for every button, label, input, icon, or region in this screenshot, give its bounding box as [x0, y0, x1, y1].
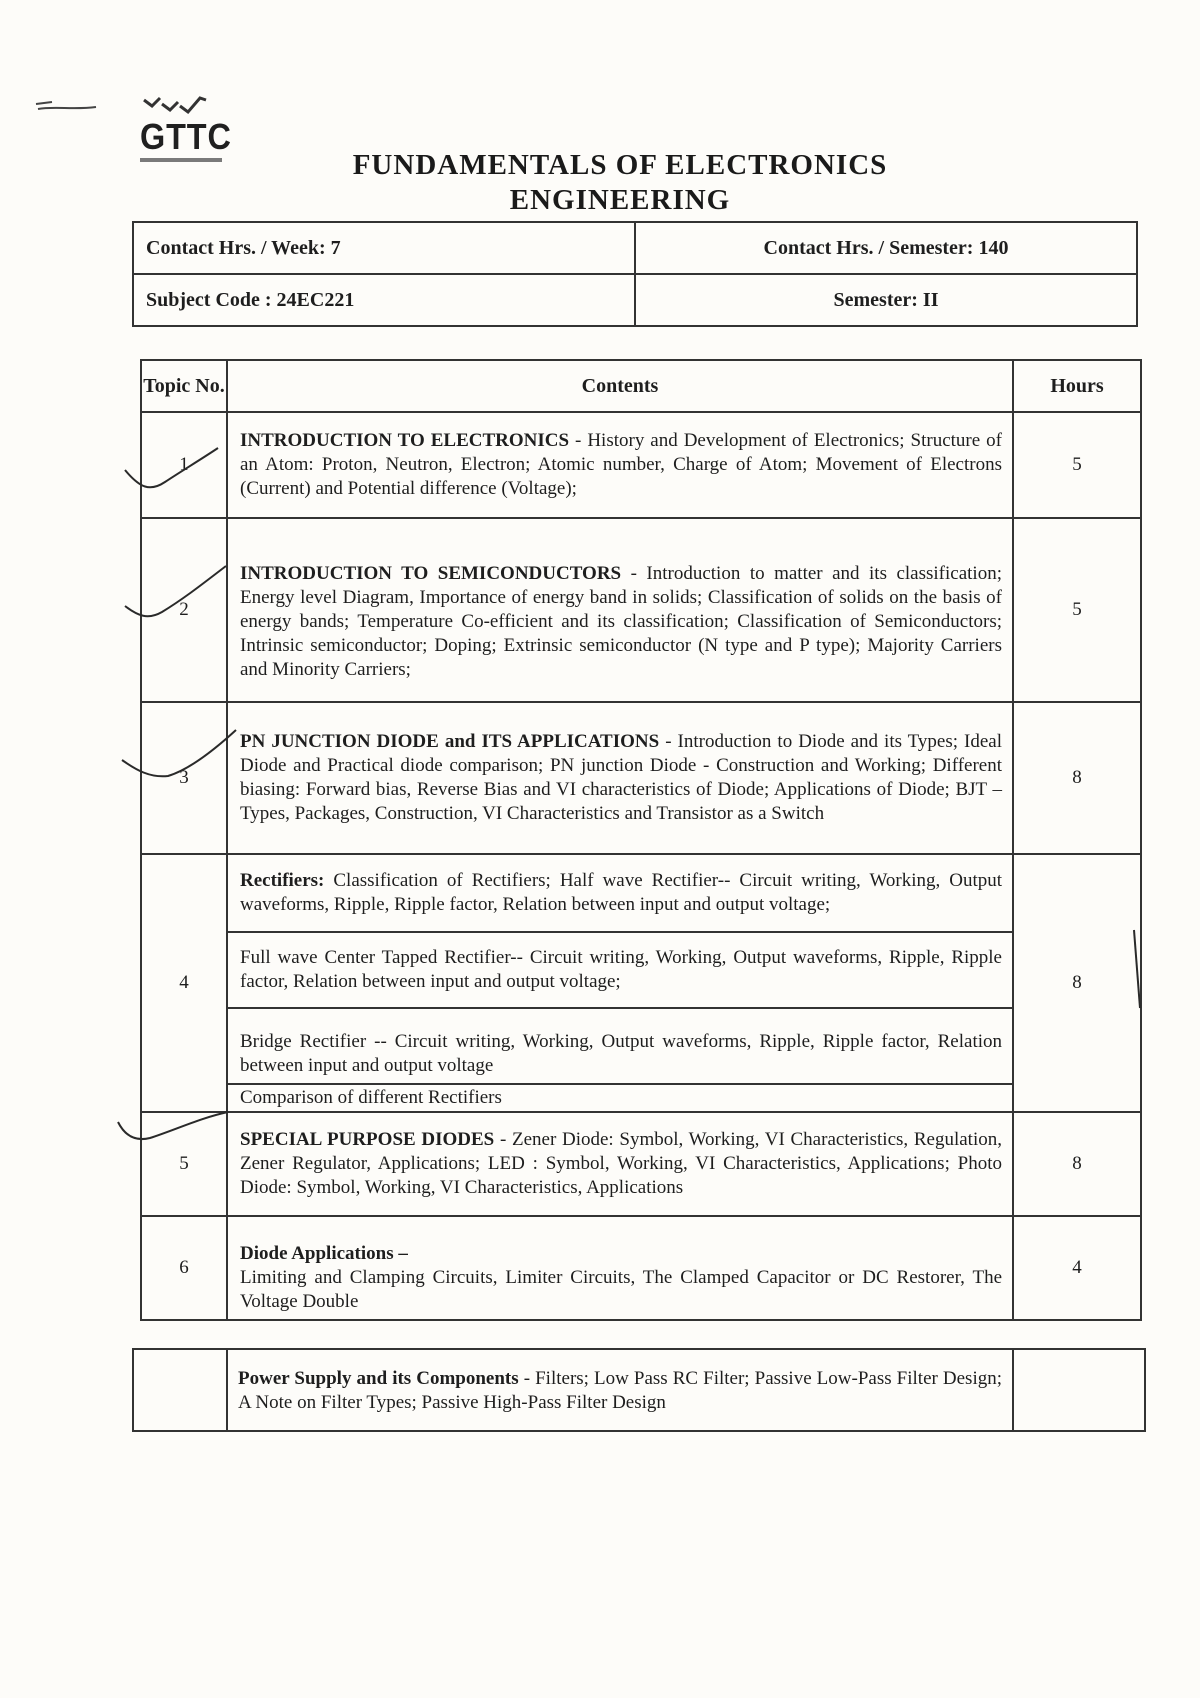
logo-underline: [140, 158, 222, 162]
topic-heading: Diode Applications –: [240, 1243, 408, 1264]
additional-topic-table: [132, 1348, 1146, 1432]
topic-hours: 8: [1013, 702, 1141, 854]
table-row: [141, 1216, 1141, 1320]
topic-heading: PN JUNCTION DIODE and ITS APPLICATIONS: [240, 731, 660, 752]
title-line-1: FUNDAMENTALS OF ELECTRONICS: [352, 149, 888, 181]
header-topic-no: Topic No.: [141, 360, 227, 412]
table-row: [141, 412, 1141, 518]
topic-text: Comparison of different Rectifiers: [227, 1084, 1013, 1112]
topic-no: 4: [141, 854, 227, 1112]
table-row: [141, 1112, 1141, 1216]
topic-hours: 8: [1013, 854, 1141, 1112]
header-contents: Contents: [227, 360, 1013, 412]
table-row: [141, 854, 1141, 932]
contact-hours-semester: Contact Hrs. / Semester: 140: [635, 222, 1137, 274]
table-row: [141, 702, 1141, 854]
topic-contents: [227, 702, 1013, 854]
header-hours: Hours: [1013, 360, 1141, 412]
table-subrow: [141, 1084, 1141, 1112]
title-line-2: ENGINEERING: [509, 184, 731, 216]
topic-hours: 5: [1013, 518, 1141, 702]
topic-no: 5: [141, 1112, 227, 1216]
topic-text: Full wave Center Tapped Rectifier-- Circuit writing, Working, Output waveforms, Ripple, Ripple factor, Relation between input and output voltage;: [227, 932, 1013, 1008]
logo-birds-icon: [140, 92, 210, 118]
table-row: [141, 518, 1141, 702]
topic-hours: 5: [1013, 412, 1141, 518]
table-subrow: [141, 1008, 1141, 1084]
topic-contents: [227, 1112, 1013, 1216]
topic-text: - Introduction to matter and its classification; Energy level Diagram, Importance of energy band in solids; Classification of solids on the basis of energy bands; Temperature Co-efficient and its classification; Classification of Semiconductors; Intrinsic semiconductor; Doping; Extrinsic semiconductor (N type and P type); Majority Carriers and Minority Carriers;: [240, 563, 1002, 680]
topic-no: 1: [141, 412, 227, 518]
topic-heading: INTRODUCTION TO SEMICONDUCTORS: [240, 563, 622, 584]
topic-no: 2: [141, 518, 227, 702]
topic-text: - History and Development of Electronics; Structure of an Atom: Proton, Neutron, Electron; Atomic number, Charge of Atom; Movement of Electrons (Current) and Potential difference (Voltage);: [240, 430, 1002, 499]
logo-text: GTTC: [140, 116, 232, 157]
topic-heading: Power Supply and its Components: [238, 1368, 519, 1389]
gttc-logo: [140, 92, 232, 162]
topic-text: Bridge Rectifier -- Circuit writing, Working, Output waveforms, Ripple, Ripple factor, Relation between input and output voltage: [227, 1008, 1013, 1084]
empty-hours: [1013, 1349, 1145, 1431]
empty-topic-no: [133, 1349, 227, 1431]
contact-hours-week: Contact Hrs. / Week: 7: [133, 222, 635, 274]
syllabus-table: [140, 359, 1142, 1321]
corner-scribble: [34, 100, 98, 112]
topic-text: Limiting and Clamping Circuits, Limiter Circuits, The Clamped Capacitor or DC Restorer, The Voltage Double: [240, 1267, 1002, 1312]
table-row: [133, 1349, 1145, 1431]
topic-hours: 8: [1013, 1112, 1141, 1216]
topic-contents: [227, 1349, 1013, 1431]
table-subrow: [141, 932, 1141, 1008]
topic-hours: 4: [1013, 1216, 1141, 1320]
topic-no: 6: [141, 1216, 227, 1320]
topic-contents: [227, 412, 1013, 518]
topic-text: - Zener Diode: Symbol, Working, VI Characteristics, Regulation, Zener Regulator, Applications; LED : Symbol, Working, VI Characteristics, Applications; Photo Diode: Symbol, Working, VI Characteristics, Applications: [240, 1129, 1002, 1198]
table-header-row: [141, 360, 1141, 412]
topic-heading: Rectifiers:: [240, 870, 325, 891]
subject-code: Subject Code : 24EC221: [133, 274, 635, 326]
topic-contents: [227, 1216, 1013, 1320]
semester: Semester: II: [635, 274, 1137, 326]
topic-contents: [227, 518, 1013, 702]
document-title: [330, 148, 910, 218]
topic-heading: SPECIAL PURPOSE DIODES: [240, 1129, 495, 1150]
topic-contents: [227, 854, 1013, 932]
topic-text: Classification of Rectifiers; Half wave Rectifier-- Circuit writing, Working, Output waveforms, Ripple, Ripple factor, Relation between input and output voltage;: [240, 870, 1002, 915]
topic-no: 3: [141, 702, 227, 854]
topic-heading: INTRODUCTION TO ELECTRONICS: [240, 430, 570, 451]
topic-text: - Introduction to Diode and its Types; Ideal Diode and Practical diode comparison; PN junction Diode - Construction and Working; Different biasing: Forward bias, Reverse Bias and VI characteristics of Diode; Applications of Diode; BJT – Types, Packages, Construction, VI Characteristics and Transistor as a Switch: [240, 731, 1002, 824]
course-info-table: [132, 221, 1138, 327]
topic-text: - Filters; Low Pass RC Filter; Passive Low-Pass Filter Design; A Note on Filter Types; Passive High-Pass Filter Design: [238, 1368, 1003, 1413]
